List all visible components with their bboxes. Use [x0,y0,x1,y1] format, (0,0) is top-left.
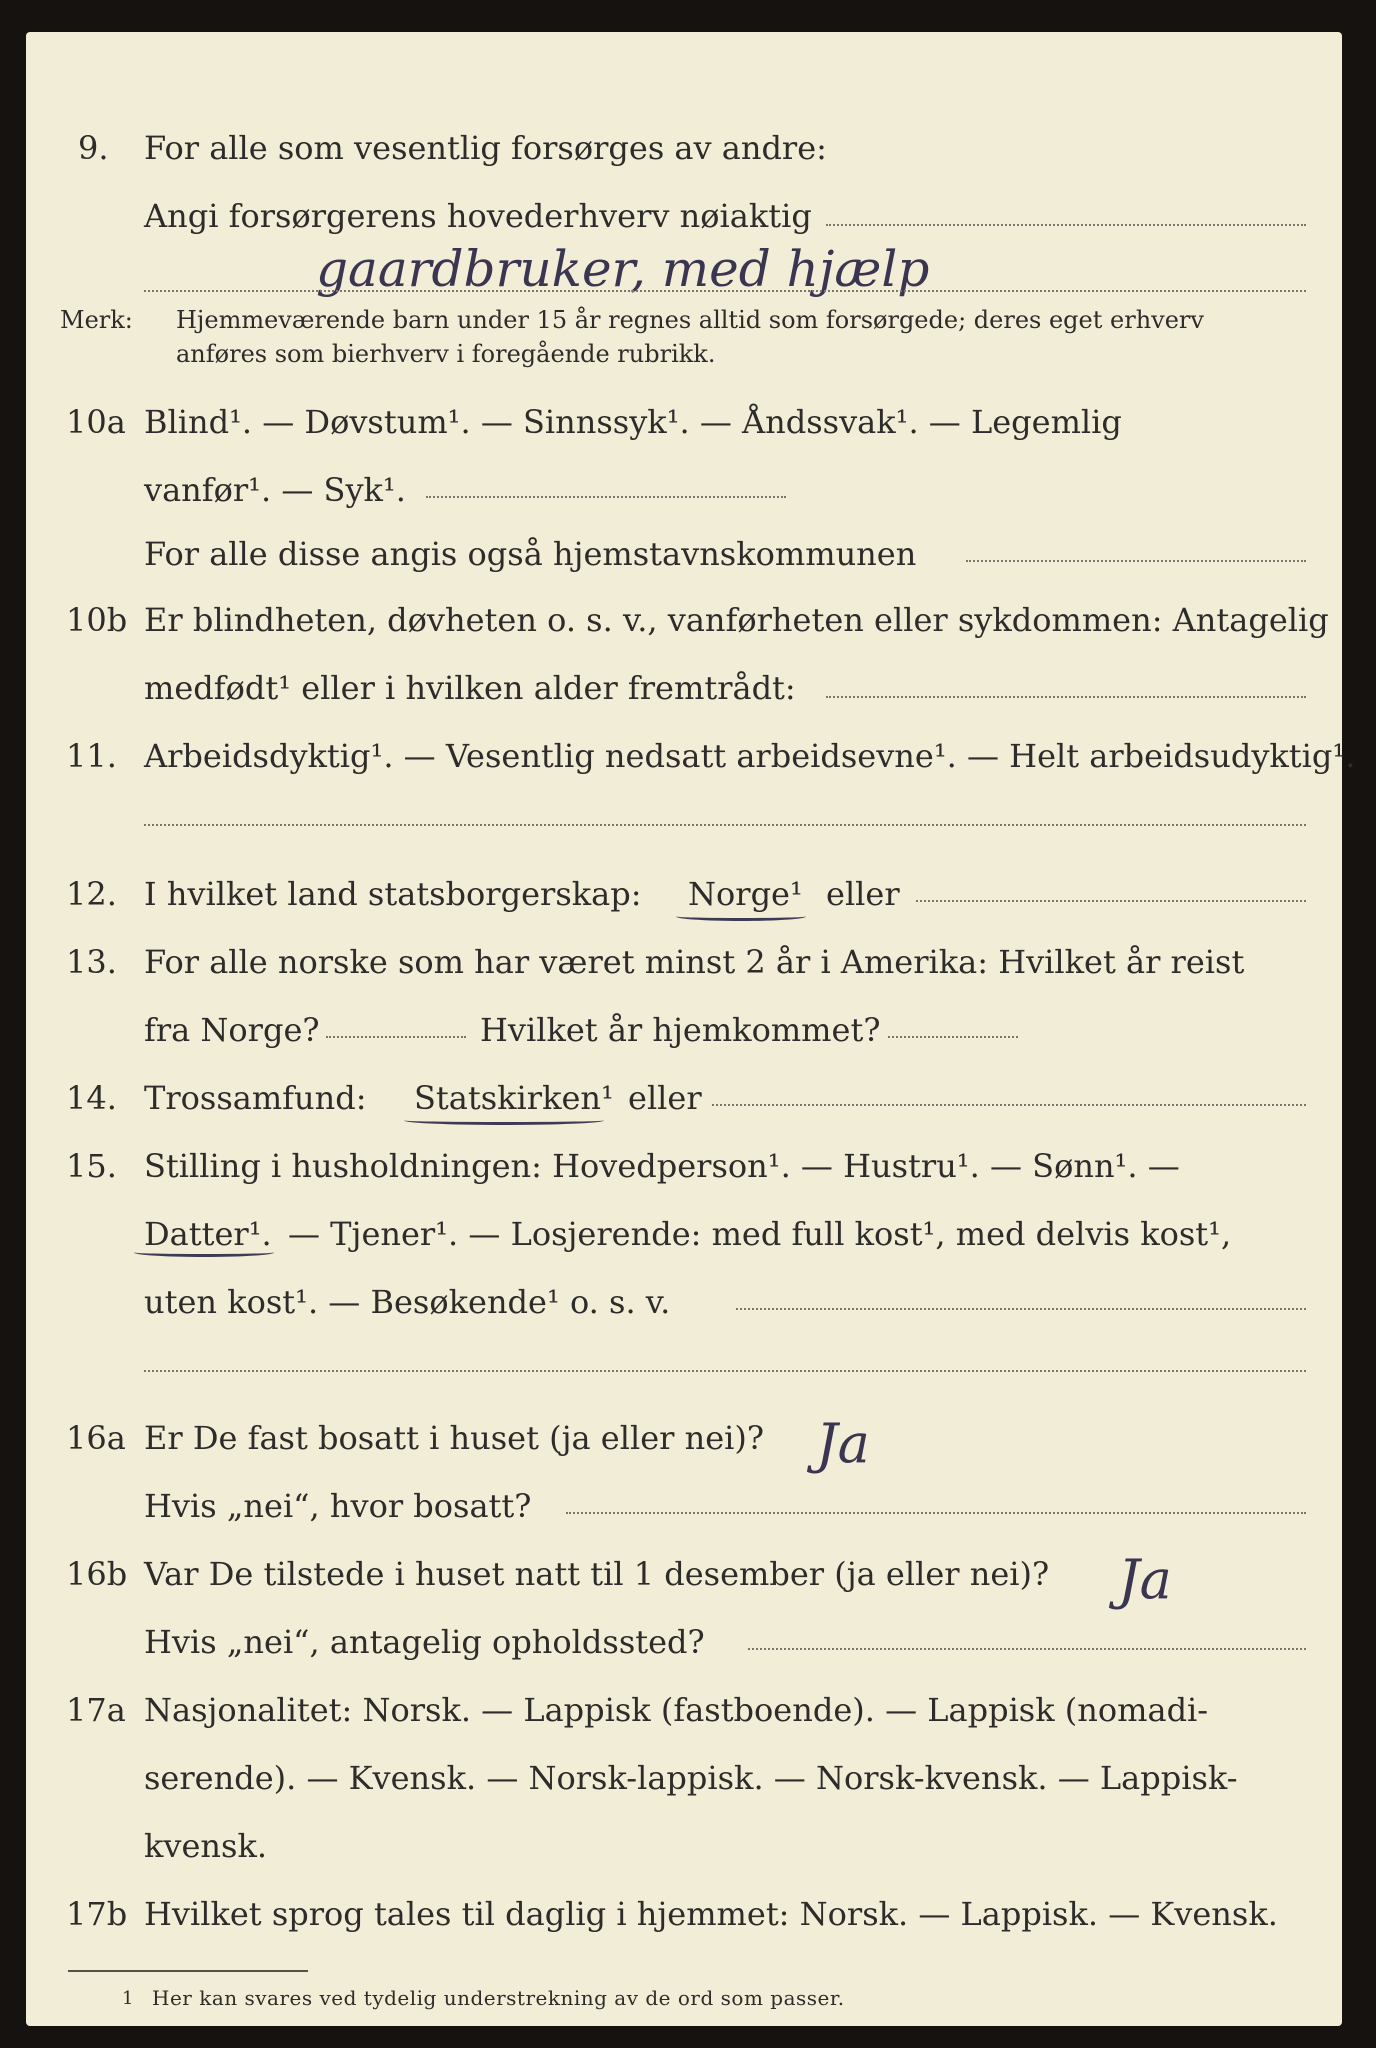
q10a-line2: vanfør¹. — Syk¹. [144,471,406,509]
q16a-number: 16a [66,1419,126,1457]
q10a-line1: Blind¹. — Døvstum¹. — Sinnssyk¹. — Åndssvak¹. — Legemlig [144,403,1122,441]
q15-line2-underlined: Datter¹. [144,1215,272,1253]
q12-number: 12. [66,875,117,913]
q16a-handwritten-answer: Ja [816,1412,870,1475]
q16a-line1: Er De fast bosatt i huset (ja eller nei)? [144,1419,765,1457]
q14-number: 14. [66,1079,117,1117]
q11-dotted-line [144,824,1306,826]
q10a-home-dotted-line [966,560,1306,562]
q10b-number: 10b [66,601,128,639]
q13-line2b: Hvilket år hjemkommet? [480,1011,881,1049]
q11-number: 11. [66,737,117,775]
q15-number: 15. [66,1147,117,1185]
q14-suffix: eller [628,1079,702,1117]
q14-prefix: Trossamfund: [144,1079,367,1117]
q13-year-returned-dotted-line [888,1036,1018,1038]
q16b-line2: Hvis „nei“, antagelig opholdssted? [144,1623,705,1661]
q10a-dotted-line [426,496,786,498]
q13-line1: For alle norske som har været minst 2 år i Amerika: Hvilket år reist [144,943,1245,981]
q16b-dotted-line [748,1648,1306,1650]
q10b-dotted-line [826,696,1306,698]
q12-underlined-option: Norge¹ [688,875,803,913]
q14-underlined-option: Statskirken¹ [414,1079,614,1117]
footnote-text: Her kan svares ved tydelig understrekning av de ord som passer. [152,1986,845,2010]
q15-extra-dotted-line [144,1370,1306,1372]
q16b-number: 16b [66,1555,128,1593]
q15-dotted-line [736,1308,1306,1310]
merk-label: Merk: [60,306,133,334]
q12-dotted-line [916,900,1306,902]
q11-line1: Arbeidsdyktig¹. — Vesentlig nedsatt arbeidsevne¹. — Helt arbeidsudyktig¹. [144,737,1356,775]
q9-handwritten-answer: gaardbruker, med hjælp [316,240,930,298]
q10a-line3: For alle disse angis også hjemstavnskommunen [144,535,917,573]
q14-dotted-line [712,1104,1306,1106]
q12-pen-underline [676,912,806,921]
q10a-number: 10a [66,403,126,441]
q9-number: 9. [78,129,109,167]
q12-prefix: I hvilket land statsborgerskap: [144,875,642,913]
q17a-line3: kvensk. [144,1827,267,1865]
q12-suffix: eller [826,875,900,913]
q17a-number: 17a [66,1691,126,1729]
q14-pen-underline [404,1116,604,1125]
q9-line1: For alle som vesentlig forsørges av andre: [144,129,827,167]
q15-pen-underline [134,1248,274,1257]
q10b-line2: medfødt¹ eller i hvilken alder fremtrådt: [144,669,796,707]
q9-answer-line [144,290,1306,292]
q16a-line2: Hvis „nei“, hvor bosatt? [144,1487,532,1525]
q16b-handwritten-answer: Ja [1118,1548,1172,1611]
q16b-line1: Var De tilstede i huset natt til 1 desember (ja eller nei)? [144,1555,1050,1593]
merk-line1: Hjemmeværende barn under 15 år regnes alltid som forsørgede; deres eget erhverv [176,306,1204,334]
q13-line2a: fra Norge? [144,1011,320,1049]
q17a-line2: serende). — Kvensk. — Norsk-lappisk. — Norsk-kvensk. — Lappisk- [144,1759,1238,1797]
merk-line2: anføres som bierhverv i foregående rubrikk. [176,340,716,368]
q15-line2-rest: — Tjener¹. — Losjerende: med full kost¹, med delvis kost¹, [288,1215,1232,1253]
q15-line1: Stilling i husholdningen: Hovedperson¹. — Hustru¹. — Sønn¹. — [144,1147,1180,1185]
footnote-mark: 1 [122,1988,134,2009]
q9-dotted-line [826,224,1306,226]
q17b-line1: Hvilket sprog tales til daglig i hjemmet: Norsk. — Lappisk. — Kvensk. [144,1895,1278,1933]
q17b-number: 17b [66,1895,128,1933]
q10b-line1: Er blindheten, døvheten o. s. v., vanførheten eller sykdommen: Antagelig [144,601,1329,639]
q17a-line1: Nasjonalitet: Norsk. — Lappisk (fastboende). — Lappisk (nomadi- [144,1691,1209,1729]
q13-year-left-dotted-line [326,1036,466,1038]
census-form-page [26,32,1356,2026]
q16a-dotted-line [566,1512,1306,1514]
q15-line3: uten kost¹. — Besøkende¹ o. s. v. [144,1283,671,1321]
q9-line2: Angi forsørgerens hovederhverv nøiaktig [144,197,812,235]
q13-number: 13. [66,943,117,981]
footnote-rule [68,1970,308,1972]
